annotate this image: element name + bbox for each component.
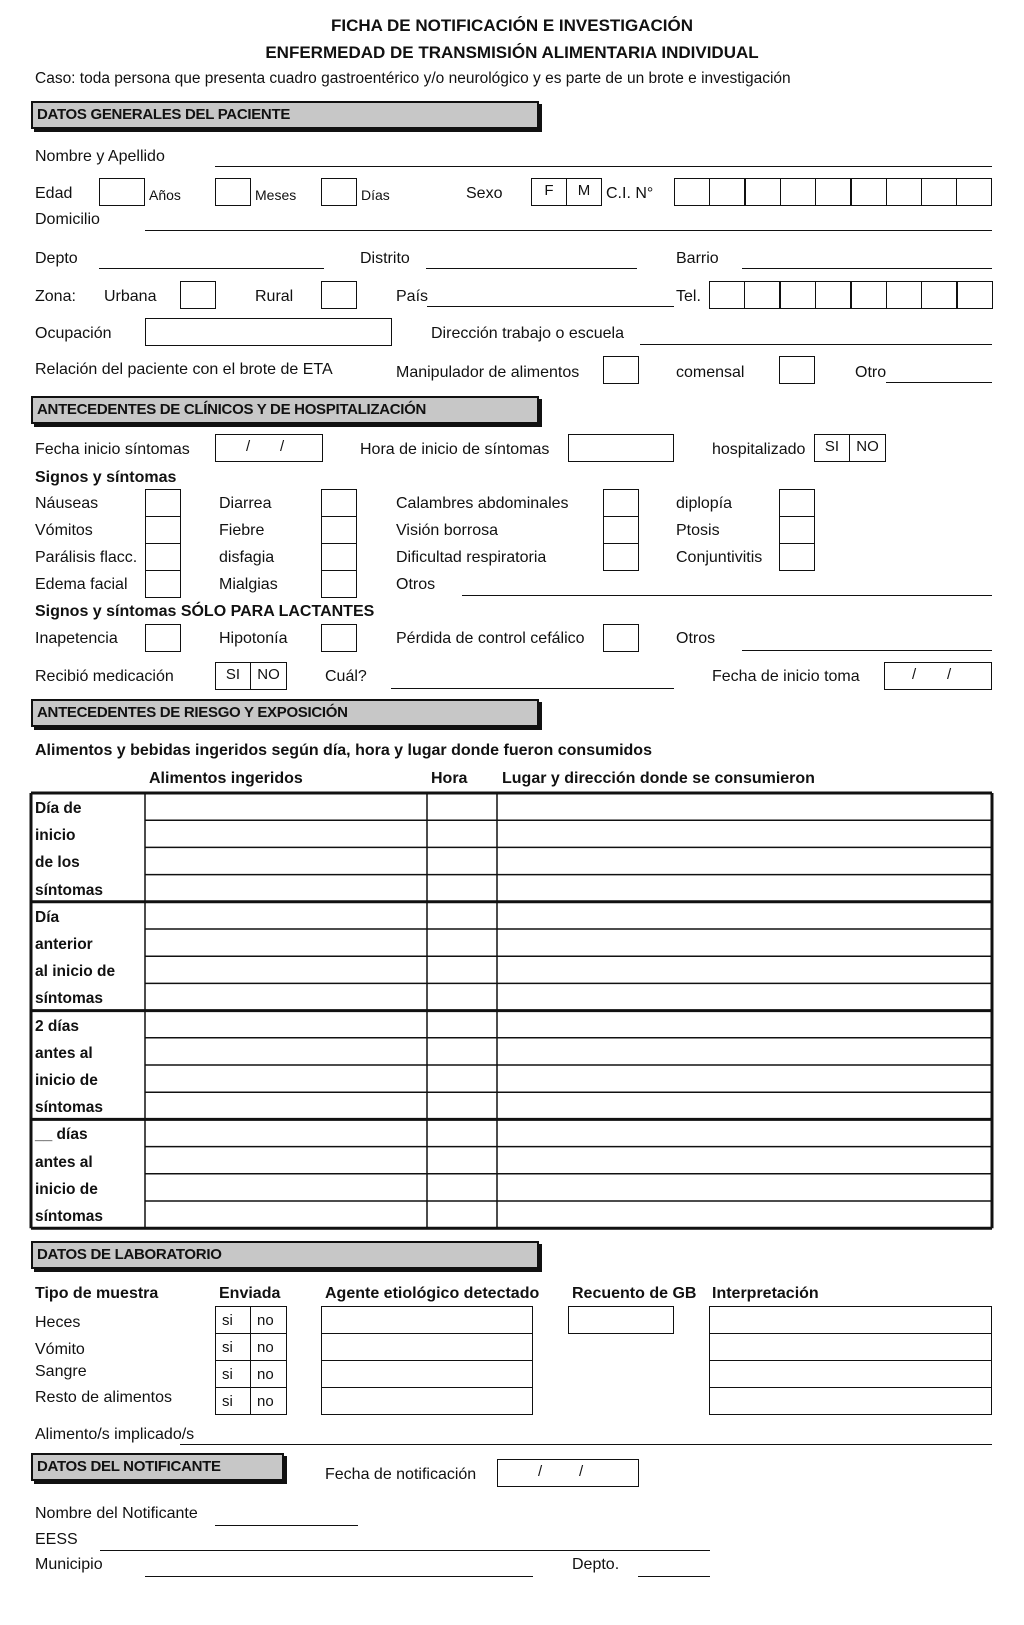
label-meses: Meses bbox=[255, 187, 297, 203]
label-tipo-muestra: Tipo de muestra bbox=[35, 1285, 159, 1302]
label-hipotonia: Hipotonía bbox=[219, 630, 288, 647]
label-barrio: Barrio bbox=[676, 250, 719, 267]
sample-vomito: Vómito bbox=[35, 1341, 85, 1358]
enviada-si-box[interactable]: si bbox=[215, 1360, 251, 1388]
date-separator: / bbox=[246, 438, 251, 455]
date-separator: / bbox=[538, 1463, 543, 1480]
label-cual: Cuál? bbox=[325, 668, 367, 685]
label-diarrea: Diarrea bbox=[219, 495, 272, 512]
food-group-label: inicio bbox=[35, 827, 76, 845]
agente-field[interactable] bbox=[321, 1387, 533, 1415]
label-pais: País bbox=[396, 288, 429, 305]
food-group-label: inicio de bbox=[35, 1072, 98, 1089]
input-fecha-notificacion[interactable] bbox=[497, 1459, 639, 1487]
col-hora: Hora bbox=[431, 770, 468, 787]
label-fiebre: Fiebre bbox=[219, 522, 265, 539]
label-alimento-implicado: Alimento/s implicado/s bbox=[35, 1426, 195, 1443]
label-domicilio: Domicilio bbox=[35, 211, 100, 228]
enviada-no-box[interactable]: no bbox=[250, 1333, 287, 1361]
food-group-label: Día bbox=[35, 908, 60, 926]
label-fecha-notificacion: Fecha de notificación bbox=[325, 1466, 477, 1483]
food-group-label: de los bbox=[35, 854, 80, 872]
enviada-si-box[interactable]: si bbox=[215, 1333, 251, 1361]
label-lactantes: Signos y síntomas SÓLO PARA LACTANTES bbox=[35, 603, 375, 620]
date-separator: / bbox=[579, 1463, 584, 1480]
interpretacion-field[interactable] bbox=[709, 1360, 992, 1388]
label-alimentos-subtitle: Alimentos y bebidas ingeridos según día, hora y lugar donde fueron consumidos bbox=[35, 742, 652, 759]
enviada-si-box[interactable]: si bbox=[215, 1387, 251, 1415]
food-group-label: Día de bbox=[35, 800, 82, 817]
label-ci: C.I. N° bbox=[606, 185, 654, 202]
input-depto-notificante[interactable] bbox=[638, 1576, 710, 1577]
label-interpretacion: Interpretación bbox=[712, 1285, 819, 1302]
food-group-label: __ días bbox=[35, 1126, 88, 1144]
input-eess[interactable] bbox=[100, 1550, 710, 1551]
case-definition: Caso: toda persona que presenta cuadro gastroentérico y/o neurológico y es parte de un brote e investigación bbox=[35, 70, 791, 87]
hospitalizado-si[interactable]: SI bbox=[814, 434, 850, 462]
label-hospitalizado: hospitalizado bbox=[712, 441, 806, 458]
food-group-label: síntomas bbox=[35, 1099, 104, 1117]
date-separator: / bbox=[947, 666, 952, 683]
label-agente: Agente etiológico detectado bbox=[325, 1285, 540, 1302]
label-depto: Depto bbox=[35, 250, 78, 267]
label-direccion-trabajo: Dirección trabajo o escuela bbox=[431, 325, 624, 342]
label-vomitos: Vómitos bbox=[35, 522, 93, 539]
medicacion-si[interactable]: SI bbox=[215, 662, 251, 690]
label-otro: Otro bbox=[855, 364, 887, 381]
label-disfagia: disfagia bbox=[219, 549, 275, 566]
label-distrito: Distrito bbox=[360, 250, 410, 267]
label-perdida: Pérdida de control cefálico bbox=[396, 630, 585, 647]
section-header-lab: DATOS DE LABORATORIO bbox=[31, 1241, 539, 1269]
agente-field[interactable] bbox=[321, 1306, 533, 1334]
agente-field[interactable] bbox=[321, 1360, 533, 1388]
food-group-label: síntomas bbox=[35, 1208, 104, 1225]
food-group-label: al inicio de bbox=[35, 963, 116, 981]
sample-resto: Resto de alimentos bbox=[35, 1389, 172, 1406]
label-ptosis: Ptosis bbox=[676, 522, 720, 539]
label-ocupacion: Ocupación bbox=[35, 325, 112, 342]
food-group-label: anterior bbox=[35, 936, 93, 953]
label-vision: Visión borrosa bbox=[396, 522, 498, 539]
label-relacion: Relación del paciente con el brote de ETA bbox=[35, 361, 333, 378]
form-title-line2: ENFERMEDAD DE TRANSMISIÓN ALIMENTARIA INDIVIDUAL bbox=[265, 43, 759, 62]
label-nauseas: Náuseas bbox=[35, 495, 99, 512]
interpretacion-field[interactable] bbox=[709, 1387, 992, 1415]
sexo-m-box[interactable]: M bbox=[566, 178, 602, 206]
label-edad: Edad bbox=[35, 185, 73, 202]
col-lugar: Lugar y dirección donde se consumieron bbox=[502, 770, 815, 787]
enviada-no-box[interactable]: no bbox=[250, 1306, 287, 1334]
label-edema: Edema facial bbox=[35, 576, 128, 593]
section-header-notifier: DATOS DEL NOTIFICANTE bbox=[31, 1453, 284, 1481]
enviada-si-box[interactable]: si bbox=[215, 1306, 251, 1334]
label-medicacion: Recibió medicación bbox=[35, 668, 174, 685]
input-municipio[interactable] bbox=[145, 1576, 533, 1577]
label-paralisis: Parálisis flacc. bbox=[35, 549, 138, 566]
agente-field[interactable] bbox=[321, 1333, 533, 1361]
label-sexo: Sexo bbox=[466, 185, 503, 202]
hospitalizado-no[interactable]: NO bbox=[849, 434, 886, 462]
label-tel: Tel. bbox=[676, 288, 701, 305]
label-rural: Rural bbox=[255, 288, 294, 305]
food-group-label: 2 días bbox=[35, 1017, 79, 1035]
enviada-no-box[interactable]: no bbox=[250, 1360, 287, 1388]
label-manipulador: Manipulador de alimentos bbox=[396, 364, 580, 381]
label-diplopia: diplopía bbox=[676, 495, 733, 512]
label-inapetencia: Inapetencia bbox=[35, 630, 118, 647]
date-separator: / bbox=[912, 666, 917, 683]
sample-sangre: Sangre bbox=[35, 1363, 87, 1380]
food-group-label: antes al bbox=[35, 1044, 93, 1062]
label-recuento: Recuento de GB bbox=[572, 1285, 697, 1302]
label-urbana: Urbana bbox=[104, 288, 157, 305]
label-conjuntivitis: Conjuntivitis bbox=[676, 549, 763, 566]
label-nombre-notificante: Nombre del Notificante bbox=[35, 1505, 198, 1522]
label-comensal: comensal bbox=[676, 364, 745, 381]
label-signos: Signos y síntomas bbox=[35, 469, 177, 486]
section-header-general: DATOS GENERALES DEL PACIENTE bbox=[31, 101, 539, 129]
label-municipio: Municipio bbox=[35, 1556, 103, 1573]
label-calambres: Calambres abdominales bbox=[396, 495, 569, 512]
food-group-label: síntomas bbox=[35, 990, 104, 1008]
section-header-risk: ANTECEDENTES DE RIESGO Y EXPOSICIÓN bbox=[31, 699, 539, 727]
medicacion-no[interactable]: NO bbox=[250, 662, 287, 690]
food-group-label: inicio de bbox=[35, 1180, 98, 1198]
label-otros-sintomas: Otros bbox=[396, 576, 436, 593]
label-otros-lactantes: Otros bbox=[676, 630, 716, 647]
recuento-gb-field[interactable] bbox=[568, 1306, 674, 1334]
sample-heces: Heces bbox=[35, 1314, 81, 1331]
label-dias: Días bbox=[361, 187, 390, 203]
enviada-no-box[interactable]: no bbox=[250, 1387, 287, 1415]
label-depto-notificante: Depto. bbox=[572, 1556, 620, 1573]
section-header-clinical: ANTECEDENTES DE CLÍNICOS Y DE HOSPITALIZACIÓN bbox=[31, 396, 539, 424]
label-eess: EESS bbox=[35, 1531, 78, 1548]
label-hora-inicio: Hora de inicio de síntomas bbox=[360, 441, 550, 458]
date-separator: / bbox=[280, 438, 285, 455]
label-anos: Años bbox=[149, 187, 181, 203]
input-alimento-implicado[interactable] bbox=[180, 1444, 992, 1445]
label-enviada: Enviada bbox=[219, 1285, 281, 1302]
form-title-line1: FICHA DE NOTIFICACIÓN E INVESTIGACIÓN bbox=[330, 16, 694, 35]
label-nombre: Nombre y Apellido bbox=[35, 148, 165, 165]
label-dificultad: Dificultad respiratoria bbox=[396, 549, 547, 566]
food-group-label: antes al bbox=[35, 1153, 93, 1171]
label-fecha-inicio: Fecha inicio síntomas bbox=[35, 441, 190, 458]
input-nombre-notificante[interactable] bbox=[215, 1525, 358, 1526]
food-group-label: síntomas bbox=[35, 881, 104, 899]
label-mialgias: Mialgias bbox=[219, 576, 278, 593]
interpretacion-field[interactable] bbox=[709, 1333, 992, 1361]
label-fecha-toma: Fecha de inicio toma bbox=[712, 668, 860, 685]
label-zona: Zona: bbox=[35, 288, 76, 305]
interpretacion-field[interactable] bbox=[709, 1306, 992, 1334]
sexo-f-box[interactable]: F bbox=[531, 178, 567, 206]
col-alimentos: Alimentos ingeridos bbox=[149, 770, 303, 787]
